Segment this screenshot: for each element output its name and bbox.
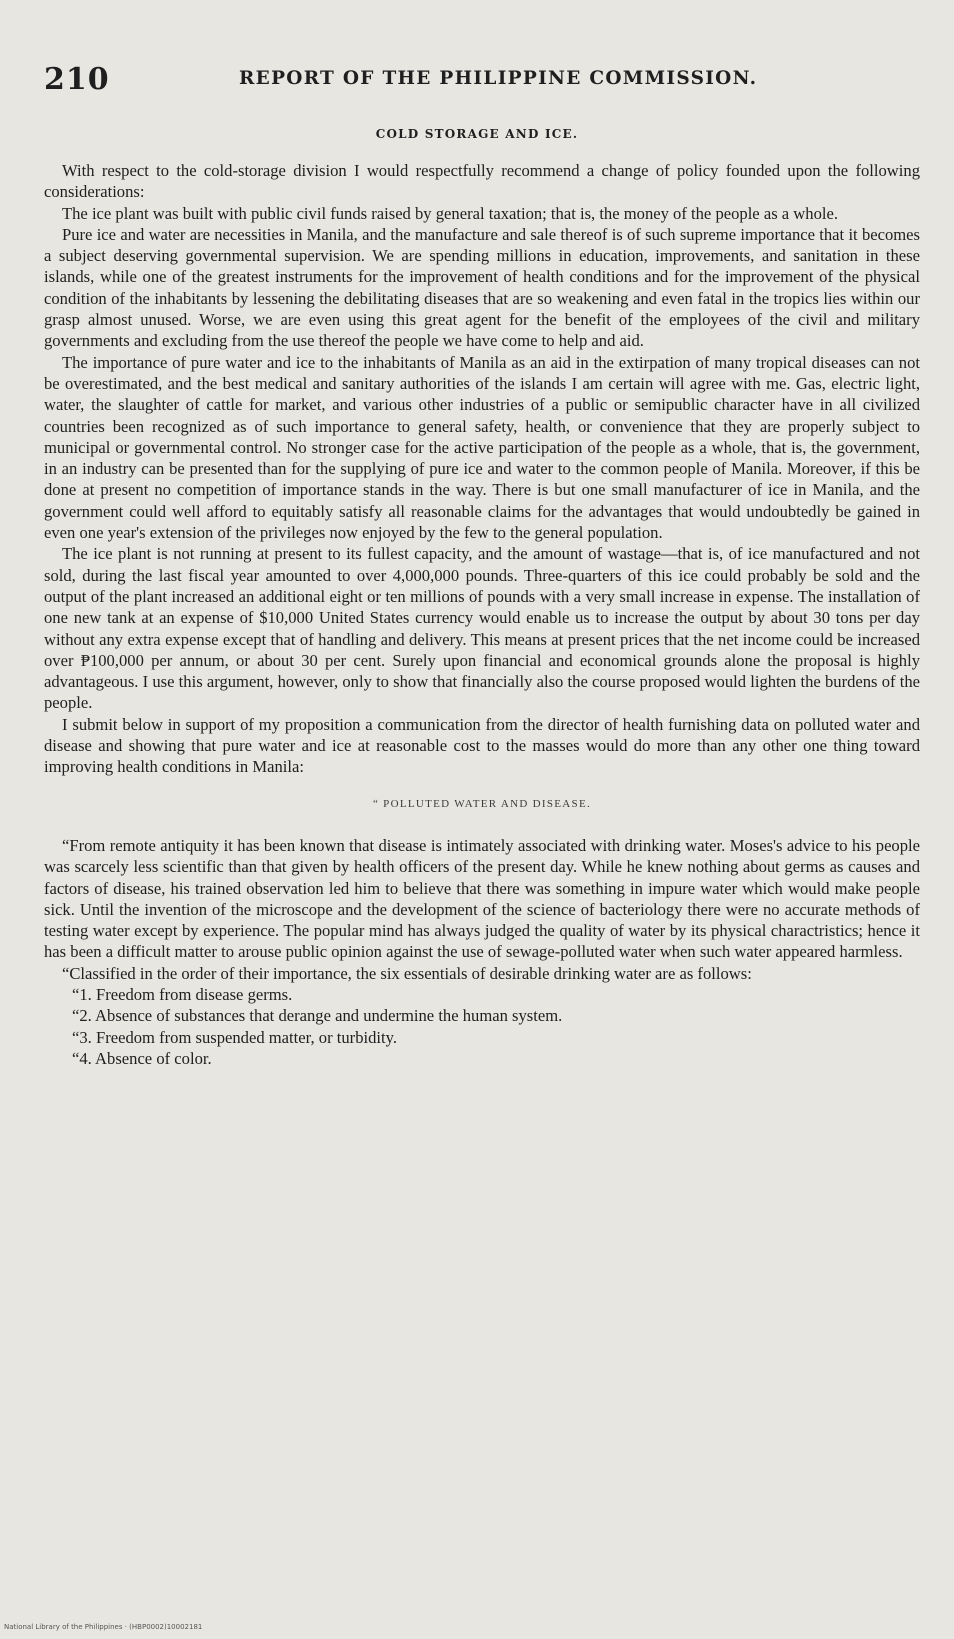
- list-item: “1. Freedom from disease germs.: [72, 984, 293, 1004]
- list-item: “4. Absence of color.: [72, 1048, 212, 1068]
- paragraph: The ice plant is not running at present to its fullest capacity, and the amount of wastage—that is, of ice manufactured and not sold, during the last fiscal year amounted to over 4,000,000 pounds. Three-quarters of this ice could probably be sold and the output of the plant increased an additional eight or ten millions of pounds with a very small increase in expense. The installation of one new tank at an expense of $10,000 United States currency would enable us to increase the output by about 30 tons per day without any extra expense except that of handling and delivery. This means at present prices that the net income could be increased over ₱100,000 per annum, or about 30 per cent. Surely upon financial and economical grounds alone the proposal is highly advantageous. I use this argument, however, only to show that financially also the course proposed would lighten the burdens of the people.: [44, 544, 920, 713]
- paragraph: The ice plant was built with public civil funds raised by general taxation; that is, the money of the people as a whole.: [62, 203, 839, 223]
- section-title: COLD STORAGE AND ICE.: [375, 127, 579, 141]
- page-number: 210: [44, 62, 110, 97]
- paragraph: The importance of pure water and ice to the inhabitants of Manila as an aid in the extirpation of many tropical diseases can not be overestimated, and the best medical and sanitary authorities of the islands I am certain will agree with me. Gas, electric light, water, the slaughter of cattle for market, and various other industries of a public or semipublic character have in all civilized countries been recognized as of such importance to general safety, health, or convenience that they are properly subject to municipal or governmental control. No stronger case for the active participation of the people as a whole, that is, the government, in an industry can be presented than for the supplying of pure ice and water to the common people of Manila. Moreover, if this be done at present no competition of importance stands in the way. There is but one small manufacturer of ice in Manila, and the government could well afford to equitably satisfy all reasonable claims for the advantages that would undoubtedly be gained in even one year's extension of the privileges now enjoyed by the few to the general population.: [44, 352, 920, 543]
- subsection-title: “ POLLUTED WATER AND DISEASE.: [372, 797, 592, 810]
- paragraph: Pure ice and water are necessities in Manila, and the manufacture and sale thereof is of such supreme importance that it becomes a subject deserving governmental supervision. We are spending millions in education, improvements, and sanitation in these islands, while one of the greatest instruments for the improvement of health conditions and for the improvement of the physical condition of the inhabitants by lessening the debilitating diseases that are so weakening and even fatal in the tropics lies within our grasp almost unused. Worse, we are even using this great agent for the benefit of the employees of the civil and military governments and excluding from the use thereof the people we have come to help and aid.: [44, 224, 920, 351]
- running-head: REPORT OF THE PHILIPPINE COMMISSION.: [239, 68, 758, 89]
- scan-footer-note: National Library of the Philippines · (HBP0002)10002181: [4, 1623, 203, 1631]
- quoted-paragraph: “From remote antiquity it has been known that disease is intimately associated with drinking water. Moses's advice to his people was scarcely less scientific than that given by health officers of the present day. While he knew nothing about germs as causes and factors of disease, his trained observation led him to believe that there was something in impure water which would make people sick. Until the invention of the microscope and the development of the science of bacteriology there were no accurate methods of testing water except by experience. The popular mind has always judged the quality of water by its physical charactristics; hence it has been a difficult matter to arouse public opinion against the use of sewage-polluted water when such water appeared harmless.: [44, 835, 920, 962]
- page-header: [44, 62, 924, 98]
- paragraph: I submit below in support of my proposition a communication from the director of health furnishing data on polluted water and disease and showing that pure water and ice at reasonable cost to the masses would do more than any other one thing toward improving health conditions in Manila:: [44, 714, 920, 777]
- list-item: “3. Freedom from suspended matter, or turbidity.: [72, 1027, 397, 1047]
- body-text: [44, 160, 920, 1069]
- list-item: “2. Absence of substances that derange and undermine the human system.: [72, 1006, 563, 1026]
- quoted-paragraph: “Classified in the order of their importance, the six essentials of desirable drinking water are as follows:: [62, 963, 752, 983]
- paragraph: With respect to the cold-storage division I would respectfully recommend a change of policy founded upon the following considerations:: [44, 161, 920, 202]
